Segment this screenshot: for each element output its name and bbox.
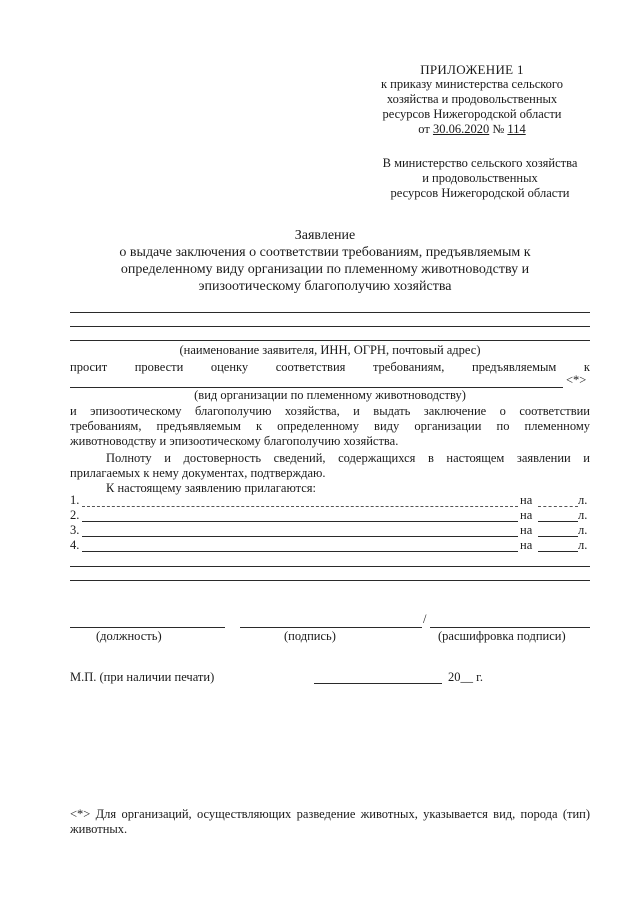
applicant-caption: (наименование заявителя, ИНН, ОГРН, почтовый адрес) [179, 343, 481, 357]
footnote-line-1: <*> Для организаций, осуществляющих разведение животных, указывается вид, порода (тип) [70, 807, 590, 821]
attachment-number: 4. [70, 538, 80, 552]
paragraph-2-line-1: Полноту и достоверность сведений, содержащихся в настоящем заявлении и [106, 451, 590, 465]
attachment-row [70, 493, 590, 508]
attachment-row [70, 523, 590, 538]
request-word-7: к [583, 360, 590, 374]
paragraph-2-line-2: прилагаемых к нему документах, подтверждаю. [70, 466, 326, 480]
attachment-unit: л. [578, 523, 588, 537]
request-word-6: предъявляемым [471, 360, 557, 374]
attachment-name-field[interactable] [82, 551, 518, 552]
paragraph-1-line-3: животноводству и эпизоотическому благополучию хозяйства. [70, 434, 399, 448]
attachment-row [70, 508, 590, 523]
applicant-line-1[interactable] [70, 312, 590, 313]
title-heading: Заявление [294, 228, 356, 243]
attachments-intro: К настоящему заявлению прилагаются: [106, 481, 317, 495]
annex-line-3: ресурсов Нижегородской области [382, 107, 562, 121]
footnote-mark: <*> [566, 373, 587, 387]
annex-date-prefix: от [418, 122, 433, 136]
signature-slash: / [423, 612, 427, 626]
year-label: 20__ г. [448, 670, 483, 684]
title-line-1: о выдаче заключения о соответствии требованиям, предъявляемым к [119, 245, 531, 260]
title-line-2: определенному виду организации по племенному животноводству и [120, 262, 530, 277]
recipient-block [352, 156, 608, 201]
attachment-unit: л. [578, 493, 588, 507]
annex-title: ПРИЛОЖЕНИЕ 1 [420, 62, 524, 77]
attachment-pages-field[interactable] [538, 521, 578, 522]
request-word-5: требованиям, [372, 360, 445, 374]
signature-caption: (подпись) [284, 629, 336, 643]
attachment-on-label: на [520, 493, 533, 507]
annex-block [362, 62, 582, 137]
org-type-caption: (вид организации по племенному животноводству) [194, 388, 466, 402]
recipient-line-2: и продовольственных [422, 171, 538, 185]
document-title [60, 227, 590, 295]
attachment-pages-field[interactable] [538, 536, 578, 537]
position-caption: (должность) [96, 629, 162, 643]
attachment-name-field[interactable] [82, 506, 518, 507]
request-word-4: соответствия [275, 360, 346, 374]
footnote [70, 807, 590, 837]
stamp-label: М.П. (при наличии печати) [70, 670, 215, 684]
attachment-number: 3. [70, 523, 80, 537]
annex-number: 114 [507, 122, 526, 136]
position-line[interactable] [70, 627, 225, 628]
annex-number-prefix: № [489, 122, 508, 136]
paragraph-2 [70, 451, 590, 481]
decoding-line[interactable] [430, 627, 590, 628]
extra-line-1[interactable] [70, 566, 590, 567]
annex-line-2: хозяйства и продовольственных [386, 92, 558, 106]
date-line[interactable] [314, 683, 442, 684]
decoding-caption: (расшифровка подписи) [438, 629, 566, 643]
request-line [70, 360, 590, 375]
paragraph-1-line-1: и эпизоотическому благополучию хозяйства, и выдать заключение о соответствии [70, 404, 590, 418]
title-line-3: эпизоотическому благополучию хозяйства [198, 279, 452, 294]
applicant-line-3[interactable] [70, 340, 590, 341]
annex-date-line [362, 122, 582, 137]
annex-line-1: к приказу министерства сельского [380, 77, 563, 91]
attachment-on-label: на [520, 538, 533, 552]
attachment-on-label: на [520, 523, 533, 537]
attachment-row [70, 538, 590, 553]
request-word-1: просит [70, 360, 108, 374]
attachment-pages-field[interactable] [538, 551, 578, 552]
extra-line-2[interactable] [70, 580, 590, 581]
attachment-pages-field[interactable] [538, 506, 578, 507]
request-word-2: провести [134, 360, 184, 374]
recipient-line-1: В министерство сельского хозяйства [382, 156, 578, 170]
attachment-unit: л. [578, 508, 588, 522]
attachment-number: 2. [70, 508, 80, 522]
request-word-3: оценку [210, 360, 249, 374]
paragraph-1 [70, 404, 590, 449]
attachment-unit: л. [578, 538, 588, 552]
signature-line[interactable] [240, 627, 422, 628]
attachment-number: 1. [70, 493, 80, 507]
attachment-on-label: на [520, 508, 533, 522]
attachment-name-field[interactable] [82, 521, 518, 522]
applicant-line-2[interactable] [70, 326, 590, 327]
footnote-line-2: животных. [70, 822, 128, 836]
attachment-name-field[interactable] [82, 536, 518, 537]
recipient-line-3: ресурсов Нижегородской области [390, 186, 570, 200]
annex-date: 30.06.2020 [432, 122, 490, 136]
paragraph-1-line-2: требованиям, предъявляемым к определенному виду организации по племенному [70, 419, 590, 433]
